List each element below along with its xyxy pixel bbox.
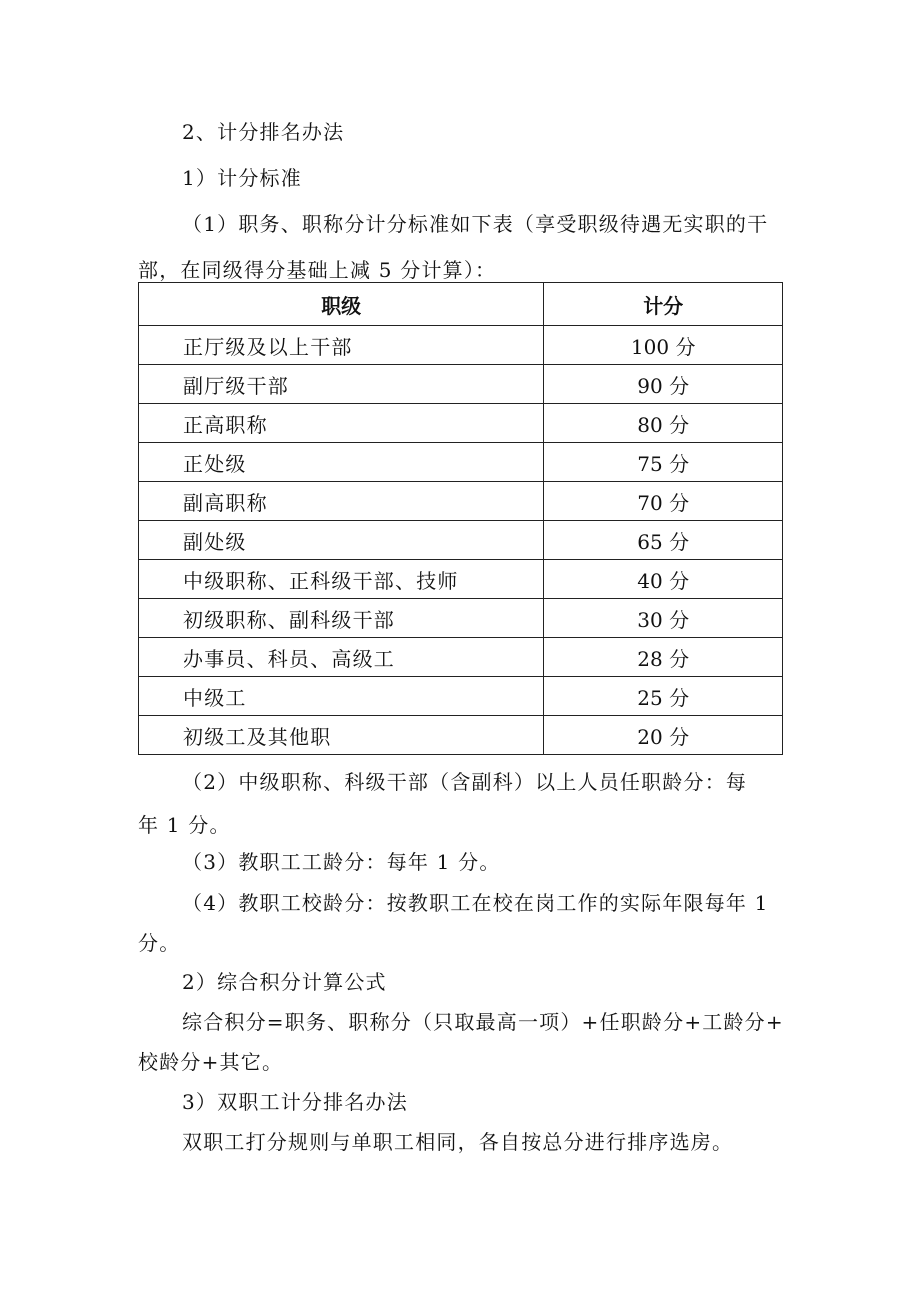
- table-row: [139, 716, 783, 755]
- item-1-text-line2: 部，在同级得分基础上减 5 分计算）：: [138, 258, 497, 282]
- subsection-formula: 2）综合积分计算公式: [182, 970, 387, 994]
- item-1-text-line1: （1）职务、职称分计分标准如下表（享受职级待遇无实职的干: [182, 212, 769, 236]
- subsection-scoring-standard: 1）计分标准: [182, 166, 302, 190]
- rank-cell: 副厅级干部: [139, 365, 544, 404]
- table-row: [139, 443, 783, 482]
- score-cell: 65 分: [544, 521, 783, 560]
- rank-cell: 副处级: [139, 521, 544, 560]
- header-rank: 职级: [139, 283, 544, 326]
- table-row: [139, 677, 783, 716]
- item-4-text-line1: （4）教职工校龄分：按教职工在校在岗工作的实际年限每年 1: [182, 891, 769, 915]
- rank-cell: 正高职称: [139, 404, 544, 443]
- table-row: [139, 482, 783, 521]
- score-cell: 80 分: [544, 404, 783, 443]
- table-row: [139, 560, 783, 599]
- rank-cell: 初级工及其他职: [139, 716, 544, 755]
- item-2-text-line1: （2）中级职称、科级干部（含副科）以上人员任职龄分：每: [182, 770, 748, 794]
- formula-text-line1: 综合积分=职务、职称分（只取最高一项）+任职龄分+工龄分+: [182, 1010, 784, 1034]
- rank-cell: 中级职称、正科级干部、技师: [139, 560, 544, 599]
- table-row: [139, 638, 783, 677]
- score-cell: 40 分: [544, 560, 783, 599]
- score-cell: 70 分: [544, 482, 783, 521]
- rank-cell: 正厅级及以上干部: [139, 326, 544, 365]
- rank-cell: 中级工: [139, 677, 544, 716]
- table-row: [139, 521, 783, 560]
- table-row: [139, 365, 783, 404]
- formula-text-line2: 校龄分+其它。: [138, 1050, 284, 1074]
- item-4-text-line2: 分。: [138, 931, 181, 955]
- header-score: 计分: [544, 283, 783, 326]
- table-row: [139, 599, 783, 638]
- rank-cell: 办事员、科员、高级工: [139, 638, 544, 677]
- score-cell: 28 分: [544, 638, 783, 677]
- item-2-text-line2: 年 1 分。: [138, 813, 231, 837]
- dual-employee-rule-text: 双职工打分规则与单职工相同，各自按总分进行排序选房。: [182, 1130, 734, 1154]
- score-table: [138, 282, 783, 755]
- score-cell: 25 分: [544, 677, 783, 716]
- score-cell: 30 分: [544, 599, 783, 638]
- score-cell: 20 分: [544, 716, 783, 755]
- rank-cell: 副高职称: [139, 482, 544, 521]
- score-cell: 75 分: [544, 443, 783, 482]
- table-header-row: [139, 283, 783, 326]
- score-cell: 90 分: [544, 365, 783, 404]
- table-row: [139, 404, 783, 443]
- item-3-text: （3）教职工工龄分：每年 1 分。: [182, 850, 501, 874]
- score-cell: 100 分: [544, 326, 783, 365]
- rank-cell: 正处级: [139, 443, 544, 482]
- section-title: 2、计分排名办法: [182, 120, 345, 144]
- table-row: [139, 326, 783, 365]
- subsection-dual-employee: 3）双职工计分排名办法: [182, 1090, 408, 1114]
- rank-cell: 初级职称、副科级干部: [139, 599, 544, 638]
